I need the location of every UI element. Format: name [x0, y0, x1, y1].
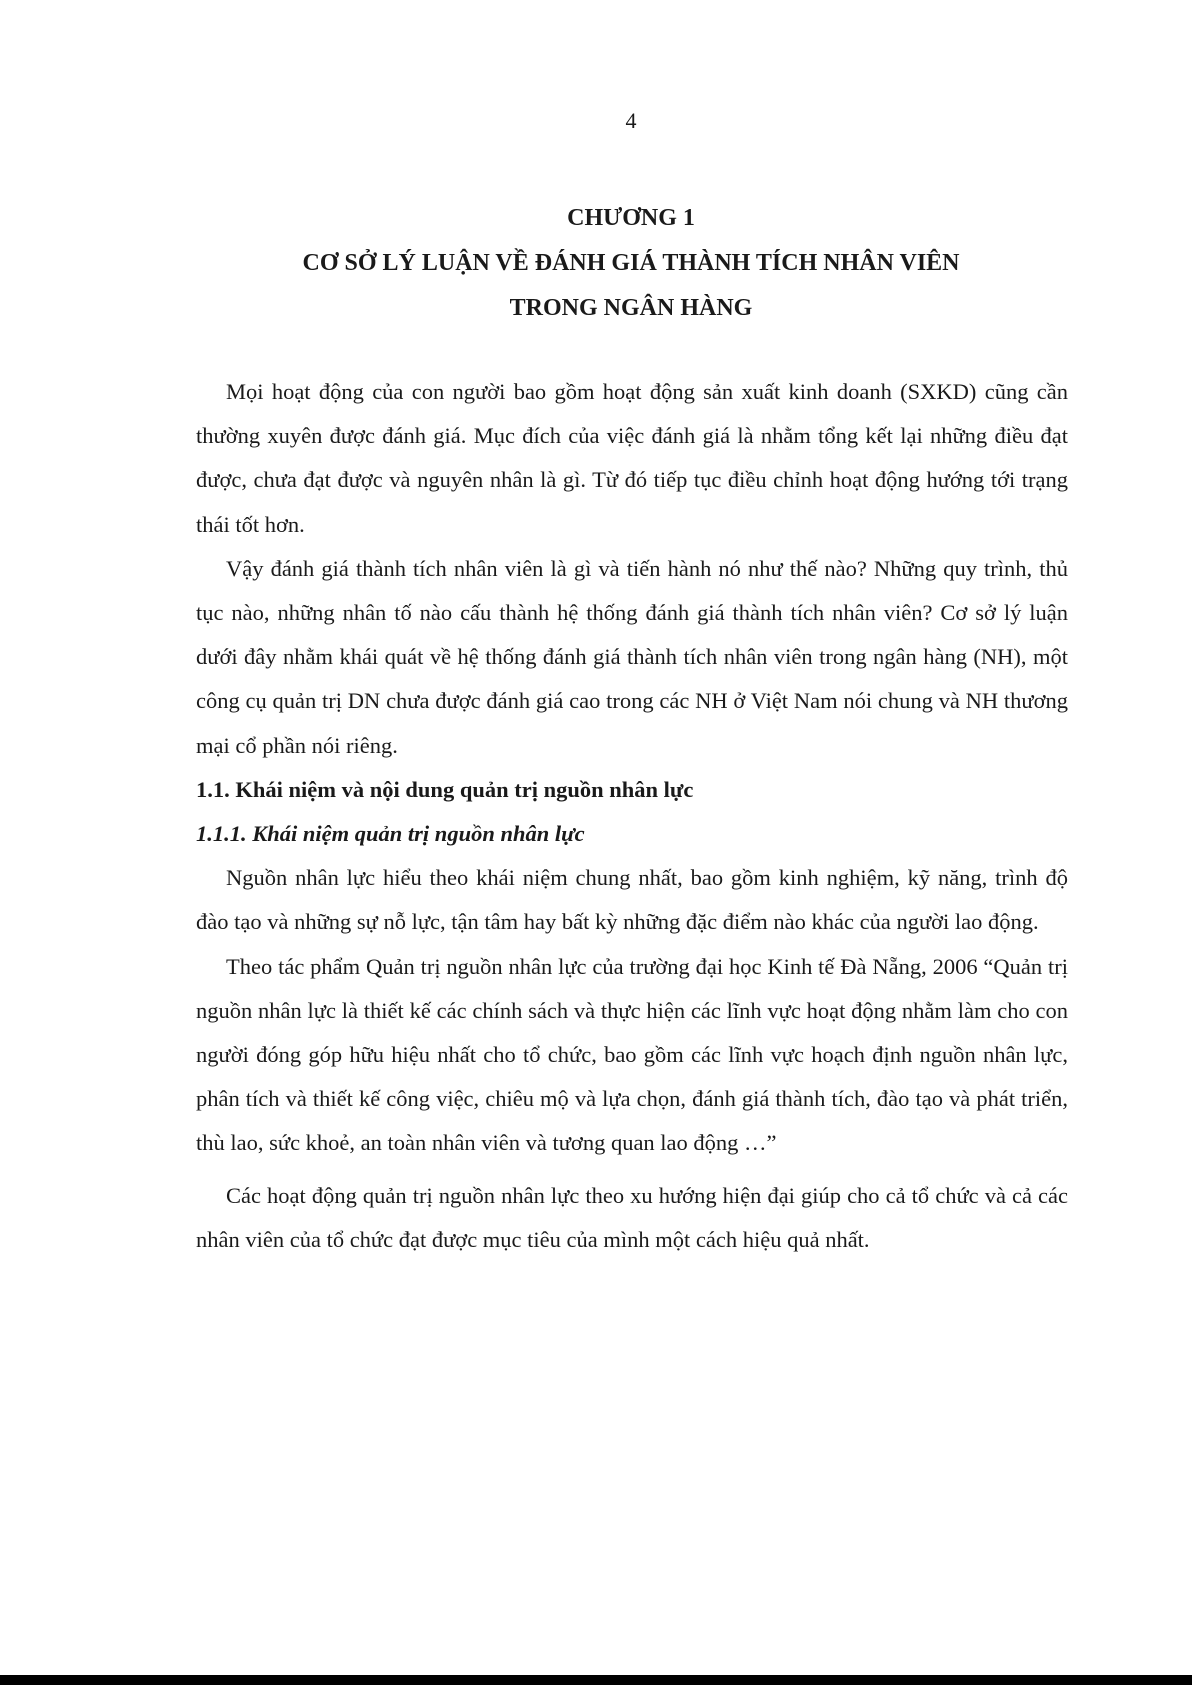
chapter-label: CHƯƠNG 1 — [567, 205, 695, 231]
section-paragraph-2: Theo tác phẩm Quản trị nguồn nhân lực của trường đại học Kinh tế Đà Nẵng, 2006 “Quản trị nguồn nhân lực là thiết kế các chính sách và thực hiện các lĩnh vực hoạt động nhằm làm cho con người đóng góp hữu hiệu nhất cho tổ chức, bao gồm các lĩnh vực hoạch định nguồn nhân lực, phân tích và thiết kế công việc, chiêu mộ và lựa chọn, đánh giá thành tích, đào tạo và phát triển, thù lao, sức khoẻ, an toàn nhân viên và tương quan lao động …” — [196, 953, 1068, 1156]
document-body — [196, 370, 1068, 1262]
intro-paragraph-2: Vậy đánh giá thành tích nhân viên là gì và tiến hành nó như thế nào? Những quy trình, thủ tục nào, những nhân tố nào cấu thành hệ thống đánh giá thành tích nhân viên? Cơ sở lý luận dưới đây nhằm khái quát về hệ thống đánh giá thành tích nhân viên trong ngân hàng (NH), một công cụ quản trị DN chưa được đánh giá cao trong các NH ở Việt Nam nói chung và NH thương mại cổ phần nói riêng. — [196, 555, 1068, 758]
page-number: 4 — [625, 108, 637, 133]
subsection-heading-1-1-1: 1.1.1. Khái niệm quản trị nguồn nhân lực — [196, 821, 585, 847]
chapter-title-line-2: TRONG NGÂN HÀNG — [509, 295, 753, 321]
chapter-heading — [0, 196, 1192, 331]
section-paragraph-3: Các hoạt động quản trị nguồn nhân lực theo xu hướng hiện đại giúp cho cả tổ chức và cả các nhân viên của tổ chức đạt được mục tiêu của mình một cách hiệu quả nhất. — [196, 1182, 1068, 1252]
bottom-border — [0, 1675, 1192, 1685]
intro-paragraph-1: Mọi hoạt động của con người bao gồm hoạt động sản xuất kinh doanh (SXKD) cũng cần thường xuyên được đánh giá. Mục đích của việc đánh giá là nhằm tổng kết lại những điều đạt được, chưa đạt được và nguyên nhân là gì. Từ đó tiếp tục điều chỉnh hoạt động hướng tới trạng thái tốt hơn. — [196, 379, 1068, 537]
section-heading-1-1: 1.1. Khái niệm và nội dung quản trị nguồn nhân lực — [196, 776, 694, 802]
section-paragraph-1: Nguồn nhân lực hiểu theo khái niệm chung nhất, bao gồm kinh nghiệm, kỹ năng, trình độ đào tạo và những sự nỗ lực, tận tâm hay bất kỳ những đặc điểm nào khác của người lao động. — [196, 865, 1068, 935]
chapter-title-line-1: CƠ SỞ LÝ LUẬN VỀ ĐÁNH GIÁ THÀNH TÍCH NHÂN VIÊN — [302, 250, 960, 276]
